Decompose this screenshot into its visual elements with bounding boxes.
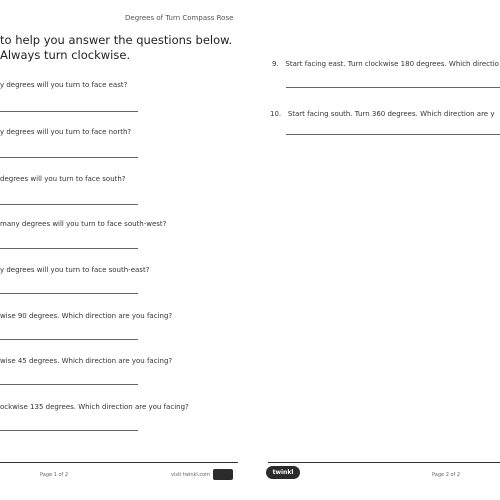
- question-1: y degrees will you turn to face east?: [0, 81, 128, 89]
- page-number-1: Page 1 of 2: [40, 472, 69, 478]
- footer-divider-right: [268, 462, 500, 463]
- answer-line-2[interactable]: [0, 157, 138, 158]
- twinkl-logo-icon: twinkl: [266, 466, 300, 479]
- answer-line-1[interactable]: [0, 111, 138, 112]
- question-9-text: Start facing east. Turn clockwise 180 degrees. Which directio: [285, 60, 499, 68]
- instructions-line-2: Always turn clockwise.: [0, 48, 131, 62]
- question-3: degrees will you turn to face south?: [0, 175, 126, 183]
- page-number-2: Page 2 of 2: [432, 472, 461, 478]
- answer-line-6[interactable]: [0, 339, 138, 340]
- question-10: [270, 110, 495, 118]
- question-10-number: 10.: [270, 110, 282, 118]
- question-5: y degrees will you turn to face south-east?: [0, 266, 150, 274]
- answer-line-9[interactable]: [286, 87, 500, 88]
- question-9: [272, 60, 499, 68]
- answer-line-4[interactable]: [0, 248, 138, 249]
- question-7: wise 45 degrees. Which direction are you facing?: [0, 357, 173, 365]
- answer-line-5[interactable]: [0, 293, 138, 294]
- question-8: ockwise 135 degrees. Which direction are you facing?: [0, 403, 189, 411]
- answer-line-10[interactable]: [286, 134, 500, 135]
- answer-line-3[interactable]: [0, 204, 138, 205]
- question-9-number: 9.: [272, 60, 279, 68]
- answer-line-7[interactable]: [0, 384, 138, 385]
- question-4: many degrees will you turn to face south-west?: [0, 220, 167, 228]
- twinkl-badge-icon: [213, 469, 233, 480]
- instructions-line-1: to help you answer the questions below.: [0, 33, 233, 47]
- worksheet-title: Degrees of Turn Compass Rose: [125, 14, 234, 22]
- question-6: wise 90 degrees. Which direction are you facing?: [0, 312, 173, 320]
- question-2: y degrees will you turn to face north?: [0, 128, 132, 136]
- answer-line-8[interactable]: [0, 430, 138, 431]
- question-10-text: Start facing south. Turn 360 degrees. Which direction are y: [287, 110, 495, 118]
- footer-divider-left: [0, 462, 238, 463]
- footer-url[interactable]: visit twinkl.com: [171, 472, 211, 478]
